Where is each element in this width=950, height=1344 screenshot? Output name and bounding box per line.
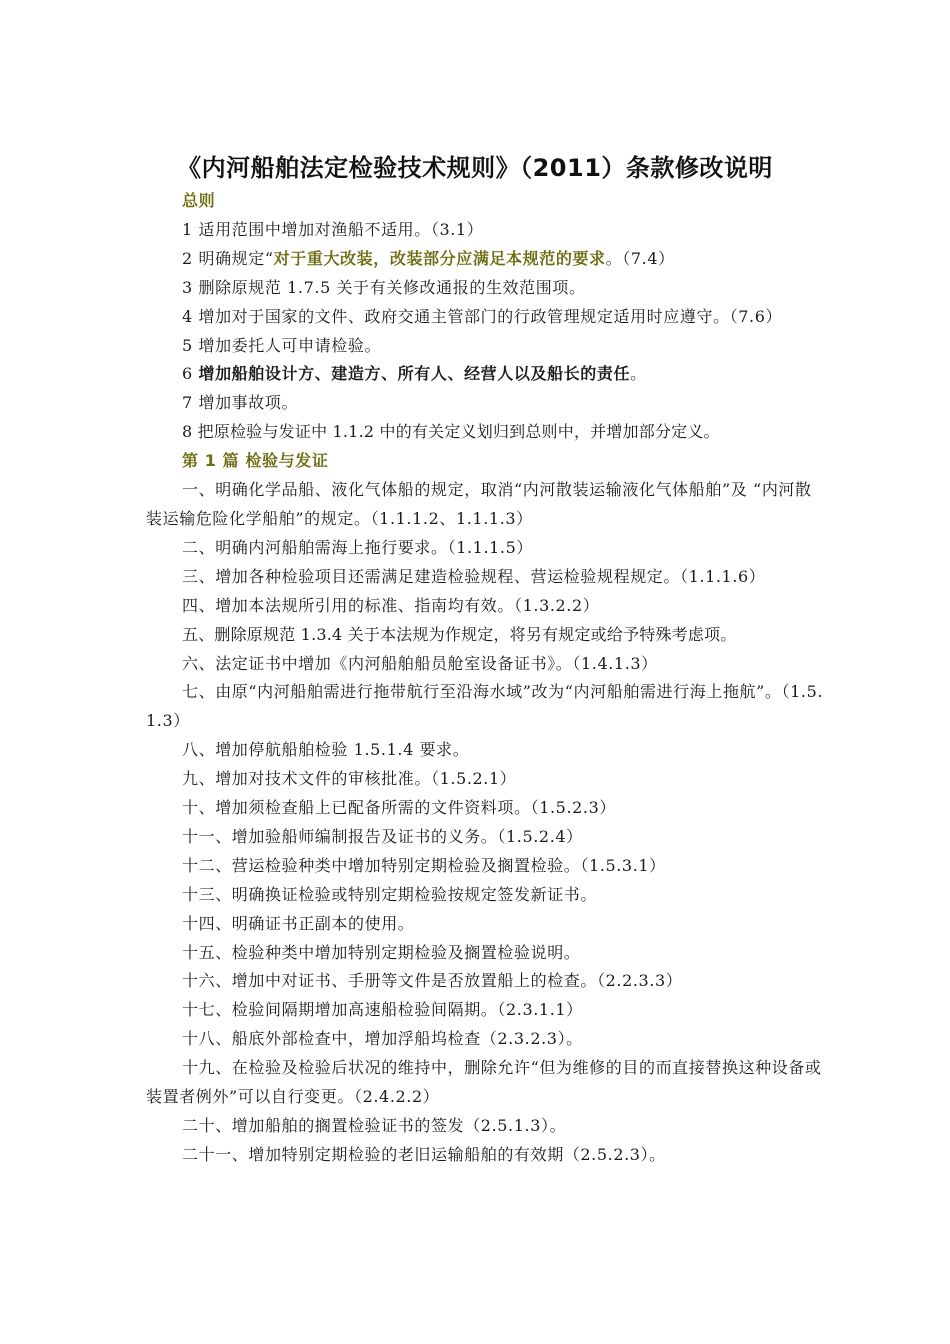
general-item-4: 4 增加对于国家的文件、政府交通主管部门的行政管理规定适用时应遵守。（7.6） <box>182 306 783 326</box>
general-item-3: 3 删除原规范 1.7.5 关于有关修改通报的生效范围项。 <box>182 277 586 297</box>
general-item-8: 8 把原检验与发证中 1.1.2 中的有关定义划归到总则中，并增加部分定义。 <box>182 422 720 442</box>
part1-item-1: 一、明确化学品船、液化气体船的规定，取消“内河散装运输液化气体船舶”及 “内河散装运输危险化学船舶”的规定。（1.1.1.2、1.1.1.3） <box>146 480 812 528</box>
part1-item-13: 十三、明确换证检验或特别定期检验按规定签发新证书。 <box>182 884 598 904</box>
general-item-2-suffix: 。（7.4） <box>605 248 675 268</box>
general-item-6-prefix: 6 <box>182 364 199 384</box>
general-item-2 <box>146 245 826 274</box>
part1-item-8: 八、增加停航船舶检验 1.5.1.4 要求。 <box>182 740 470 760</box>
part1-item-15: 十五、检验种类中增加特别定期检验及搁置检验说明。 <box>182 942 581 962</box>
general-item-5: 5 增加委托人可申请检验。 <box>182 335 382 355</box>
general-item-1: 1 适用范围中增加对渔船不适用。（3.1） <box>182 219 484 239</box>
part1-item-18: 十八、船底外部检查中，增加浮船坞检查（2.3.2.3）。 <box>182 1029 583 1049</box>
part1-item-9: 九、增加对技术文件的审核批准。（1.5.2.1） <box>182 769 517 789</box>
general-item-6-suffix: 。 <box>630 364 647 384</box>
general-item-2-prefix: 2 明确规定“ <box>182 248 274 268</box>
section-heading-general: 总则 <box>182 191 216 210</box>
general-item-6-bold: 增加船舶设计方、建造方、所有人、经营人以及船长的责任 <box>198 364 631 384</box>
part1-item-6: 六、法定证书中增加《内河船舶船员舱室设备证书》。（1.4.1.3） <box>182 653 658 673</box>
part1-item-10: 十、增加须检查船上已配备所需的文件资料项。（1.5.2.3） <box>182 798 616 818</box>
part1-item-11: 十一、增加验船师编制报告及证书的义务。（1.5.2.4） <box>182 826 583 846</box>
general-item-7: 7 增加事故项。 <box>182 393 299 413</box>
general-item-2-highlight: 对于重大改装，改装部分应满足本规范的要求 <box>273 248 606 268</box>
part1-item-2: 二、明确内河船舶需海上拖行要求。（1.1.1.5） <box>182 537 533 557</box>
document-body <box>146 187 826 1170</box>
part1-item-5: 五、删除原规范 1.3.4 关于本法规为作规定，将另有规定或给予特殊考虑项。 <box>182 624 737 644</box>
part1-item-16: 十六、增加中对证书、手册等文件是否放置船上的检查。（2.2.3.3） <box>182 971 683 991</box>
part1-item-17: 十七、检验间隔期增加高速船检验间隔期。（2.3.1.1） <box>182 1000 583 1020</box>
general-item-6 <box>146 360 826 389</box>
part1-item-3: 三、增加各种检验项目还需满足建造检验规程、营运检验规程规定。（1.1.1.6） <box>182 566 766 586</box>
document-title: 《内河船舶法定检验技术规则》（2011）条款修改说明 <box>177 154 773 182</box>
part1-item-7: 七、由原“内河船舶需进行拖带航行至沿海水域”改为“内河船舶需进行海上拖航”。（1.5.1.3） <box>146 682 824 731</box>
part1-item-4: 四、增加本法规所引用的标准、指南均有效。（1.3.2.2） <box>182 595 600 615</box>
part1-item-14: 十四、明确证书正副本的使用。 <box>182 913 415 933</box>
part1-item-20: 二十、增加船舶的搁置检验证书的签发（2.5.1.3）。 <box>182 1116 567 1135</box>
section-heading-part1: 第 1 篇 检验与发证 <box>182 451 329 471</box>
part1-item-19: 十九、在检验及检验后状况的维持中，删除允许“但为维修的目的而直接替换这种设备或装置者例外”可以自行变更。（2.4.2.2） <box>146 1058 822 1107</box>
part1-item-21: 二十一、增加特别定期检验的老旧运输船舶的有效期（2.5.2.3）。 <box>182 1144 666 1164</box>
part1-item-12: 十二、营运检验种类中增加特别定期检验及搁置检验。（1.5.3.1） <box>182 855 666 875</box>
